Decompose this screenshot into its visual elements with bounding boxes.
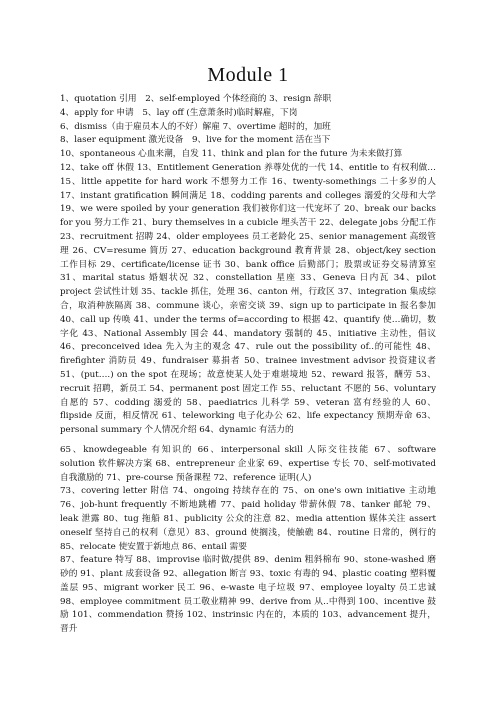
vocab-paragraph-4: 87、feature 特写 88、improvise 临时做/提供 89、denim 粗斜棉布 90、stone-washed 磨砂的 91、plant 成套设备 92、allegation 断言 93、toxic 有毒的 94、plastic coating 塑料覆盖层 95、migrant worker 民工 96、e-waste 电子垃圾 97、employee loyalty 员工忠诚 98、employee commitment 员工敬业精神 99、derive from 从..中得到 100、incentive 鼓励 101、commendation 赞扬 102、instrinsic 内在的，本质的 103、advancement 提升，晋升 (60, 555, 436, 635)
vocab-paragraph-1: 12、take off 休假 13、Entitlement Generation 养尊处优的一代 14、entitle to 有权利做…15、little appetite for hard work 不想努力工作 16、twenty-somethings 二十多岁的人 17、instant gratification 瞬间满足 18、codding parents and colleges 溺爱的父母和大学 19、we were spoiled by your generation 我们被你们这一代宠坏了 20、break our backs for you 努力工作 21、bury themselves in a cubicle 埋头苦干 22、delegate jobs 分配工作 23、recruitment 招聘 24、older employees 员工老龄化 25、senior management 高级管理 26、CV=resume 简历 27、education background 教育背景 28、object/key section 工作目标 29、certificate/license 证书 30、bank office 后勤部门；股票或证券交易清算室 31、marital status 婚姻状况 32、constellation 星座 33、Geneva 日内瓦 34、pilot project 尝试性计划 35、tackle 抓住，处理 36、canton 州，行政区 37、integration 集成综合，取消种族隔离 38、commune 谈心，亲密交谈 39、sign up to participate in 报名参加 40、call up 传唤 41、under the terms of=according to 根据 42、quantify 使…确切，数字化 43、National Assembly 国会 44、mandatory 强制的 45、initiative 主动性，倡议 46、preconceived idea 先入为主的观念 47、rule out the possibility of..的可能性 48、firefighter 消防员 49、fundraiser 募捐者 50、trainee investment advisor 投资建议者 51、(put….) on the spot 在现场；故意使某人处于难堪境地 52、reward 报答，酬劳 53、recruit 招聘，新员工 54、permanent post 固定工作 55、reluctant 不愿的 56、voluntary 自愿的 57、codding 溺爱的 58、paediatrics 儿科学 59、veteran 富有经验的人 60、flipside 反面，相反情况 61、teleworking 电子化办公 62、life expectancy 预期寿命 63、personal summary 个人情况介绍 64、dynamic 有活力的 (60, 162, 436, 436)
vocab-line-1: 1、quotation 引用 2、self-employed 个体经商的 3、resign 辞职 (60, 94, 332, 104)
vocabulary-list (60, 93, 436, 637)
vocab-line-2: 4、apply for 申请 5、lay off (生意萧条时)临时解雇，下岗 (60, 107, 298, 118)
vocab-line-3: 6、dismiss（由于雇员本人的不好）解雇 7、overtime 超时的，加班 (60, 121, 331, 132)
vocab-paragraph-3: 73、covering letter 附信 74、ongoing 持续存在的 75、on one's own initiative 主动地 76、job-hunt frequently 不断地跳槽 77、paid holiday 带薪休假 78、tanker 邮轮 79、leak 泄露 80、tug 拖船 81、publicity 公众的注意 82、media attention 媒体关注 assert oneself 坚持自己的权利（意见）83、ground 使搁浅，使触礁 84、routine 日常的，例行的 85、relocate 使安置于新地点 86、entail 需要 (60, 486, 436, 552)
vocab-line-5: 10、spontaneous 心血来潮，自发 11、think and plan for the future 为未来做打算 (60, 149, 403, 160)
page-title: Module 1 (207, 64, 289, 86)
vocab-paragraph-2: 65、knowdegeable 有知识的 66、interpersonal skill 人际交往技能 67、software solution 软件解决方案 68、entrepreneur 企业家 69、expertise 专长 70、self-motivated 自我激励的 71、pre-course 预备课程 72、reference 证明(人) (60, 444, 436, 483)
vocab-line-4: 8、laser equipment 激光设备 9、live for the moment 活在当下 (60, 135, 331, 146)
